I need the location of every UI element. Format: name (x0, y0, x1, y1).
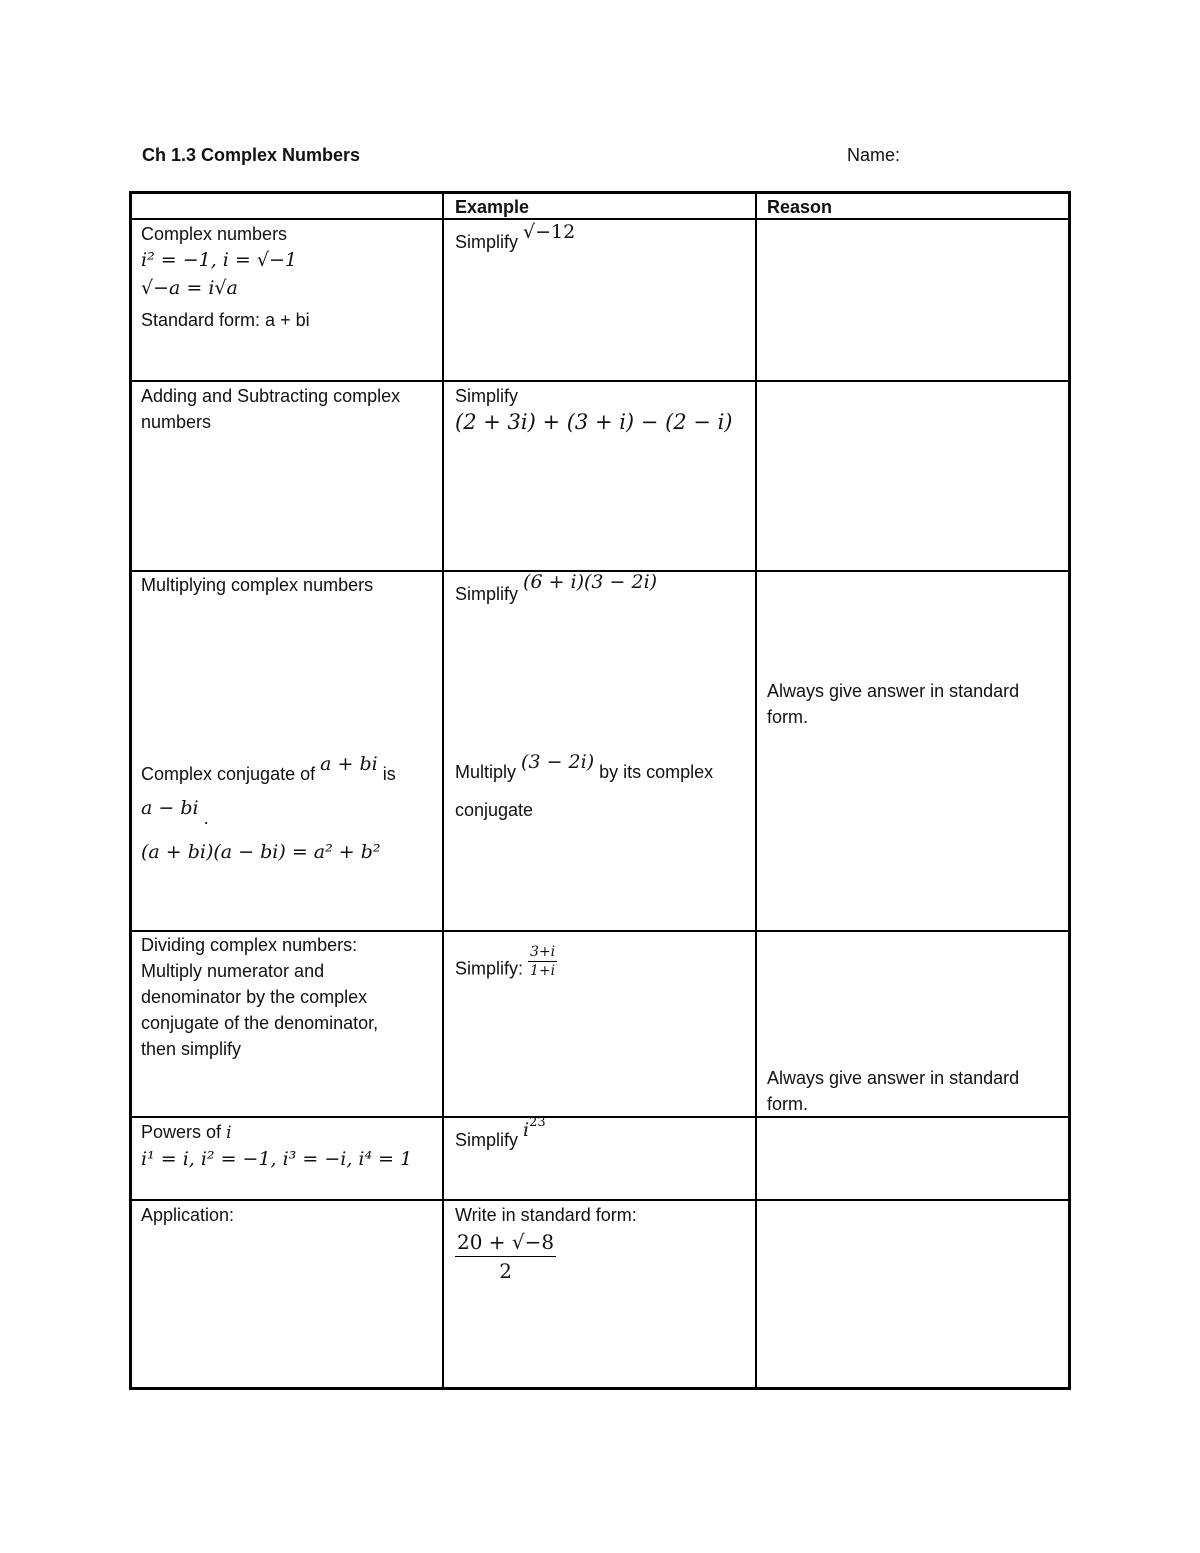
example-label: by its complex (599, 762, 714, 782)
example-sqrt (455, 221, 576, 255)
topic-label: denominator by the complex (141, 987, 368, 1007)
example-adding (455, 383, 732, 435)
topic-label-is: is (382, 764, 396, 784)
topic-dividing (141, 932, 378, 1062)
example-label: Simplify (455, 386, 519, 406)
formula-powers: i¹ = i, i² = −1, i³ = −i, i⁴ = 1 (141, 1148, 413, 1170)
topic-label: Dividing complex numbers: (141, 935, 358, 955)
formula-conjugate-product: (a + bi)(a − bi) = a² + b² (141, 841, 381, 863)
topic-label: conjugate of the denominator, (141, 1013, 379, 1033)
reason-text: form. (767, 707, 809, 727)
topic-powers-of-i (141, 1119, 412, 1172)
topic-label: Powers of (141, 1122, 222, 1142)
page-title: Ch 1.3 Complex Numbers (142, 145, 361, 165)
name-label: Name: (847, 145, 901, 165)
example-label: Simplify (455, 232, 519, 252)
example-expression: √−12 (523, 221, 576, 243)
fraction (455, 1228, 556, 1285)
formula-a-minus-bi: a − bi (141, 797, 199, 819)
topic-label: Complex numbers (141, 224, 288, 244)
example-expression: (3 − 2i) (521, 751, 595, 773)
topic-label: numbers (141, 412, 212, 432)
example-label: conjugate (455, 800, 534, 820)
reason-standard-form (767, 678, 1019, 730)
topic-application: Application: (141, 1205, 235, 1225)
standard-form-line: Standard form: a + bi (141, 310, 310, 330)
example-label: Multiply (455, 762, 517, 782)
example-conjugate (455, 751, 745, 823)
topic-label: Complex conjugate of (141, 764, 316, 784)
topic-adding-subtracting (141, 383, 400, 435)
example-powers (455, 1115, 546, 1156)
formula-i-squared: i² = −1, i = √−1 (141, 249, 297, 271)
topic-multiplying: Multiplying complex numbers (141, 575, 374, 595)
row-divider (129, 218, 1071, 220)
example-label: Write in standard form: (455, 1205, 637, 1225)
reason-standard-form (767, 1065, 1019, 1117)
example-label: Simplify (455, 584, 519, 604)
topic-label: Adding and Subtracting complex (141, 386, 401, 406)
example-label: Simplify: (455, 958, 524, 979)
reason-text: Always give answer in standard (767, 681, 1020, 701)
reason-text: Always give answer in standard (767, 1068, 1020, 1088)
topic-conjugate (141, 753, 431, 865)
column-divider (442, 191, 444, 1390)
period: . (203, 808, 209, 828)
formula-a-plus-bi: a + bi (320, 753, 378, 775)
topic-label: then simplify (141, 1039, 242, 1059)
symbol-i: i (226, 1123, 232, 1143)
column-divider (755, 191, 757, 1390)
fraction-numerator: 20 + √−8 (455, 1228, 556, 1257)
example-dividing (455, 944, 557, 988)
example-exponent: 23 (529, 1115, 546, 1130)
fraction-denominator: 2 (499, 1259, 512, 1283)
fraction (528, 943, 557, 980)
example-application (455, 1202, 637, 1285)
topic-complex-numbers (141, 221, 310, 333)
example-label: Simplify (455, 1130, 519, 1150)
example-base: i (523, 1119, 530, 1141)
topic-label: Multiply numerator and (141, 961, 325, 981)
reason-text: form. (767, 1094, 809, 1114)
fraction-denominator: 1+i (530, 963, 556, 979)
example-expression: (2 + 3i) + (3 + i) − (2 − i) (455, 410, 733, 434)
row-divider (129, 1199, 1071, 1201)
row-divider (129, 380, 1071, 382)
example-multiplying (455, 571, 658, 607)
fraction-numerator: 3+i (530, 944, 556, 960)
header-reason: Reason (767, 197, 833, 217)
formula-sqrt-neg-a: √−a = i√a (141, 277, 238, 299)
notes-table (129, 191, 1071, 1390)
header-example: Example (455, 197, 530, 217)
example-expression: (6 + i)(3 − 2i) (523, 571, 658, 593)
